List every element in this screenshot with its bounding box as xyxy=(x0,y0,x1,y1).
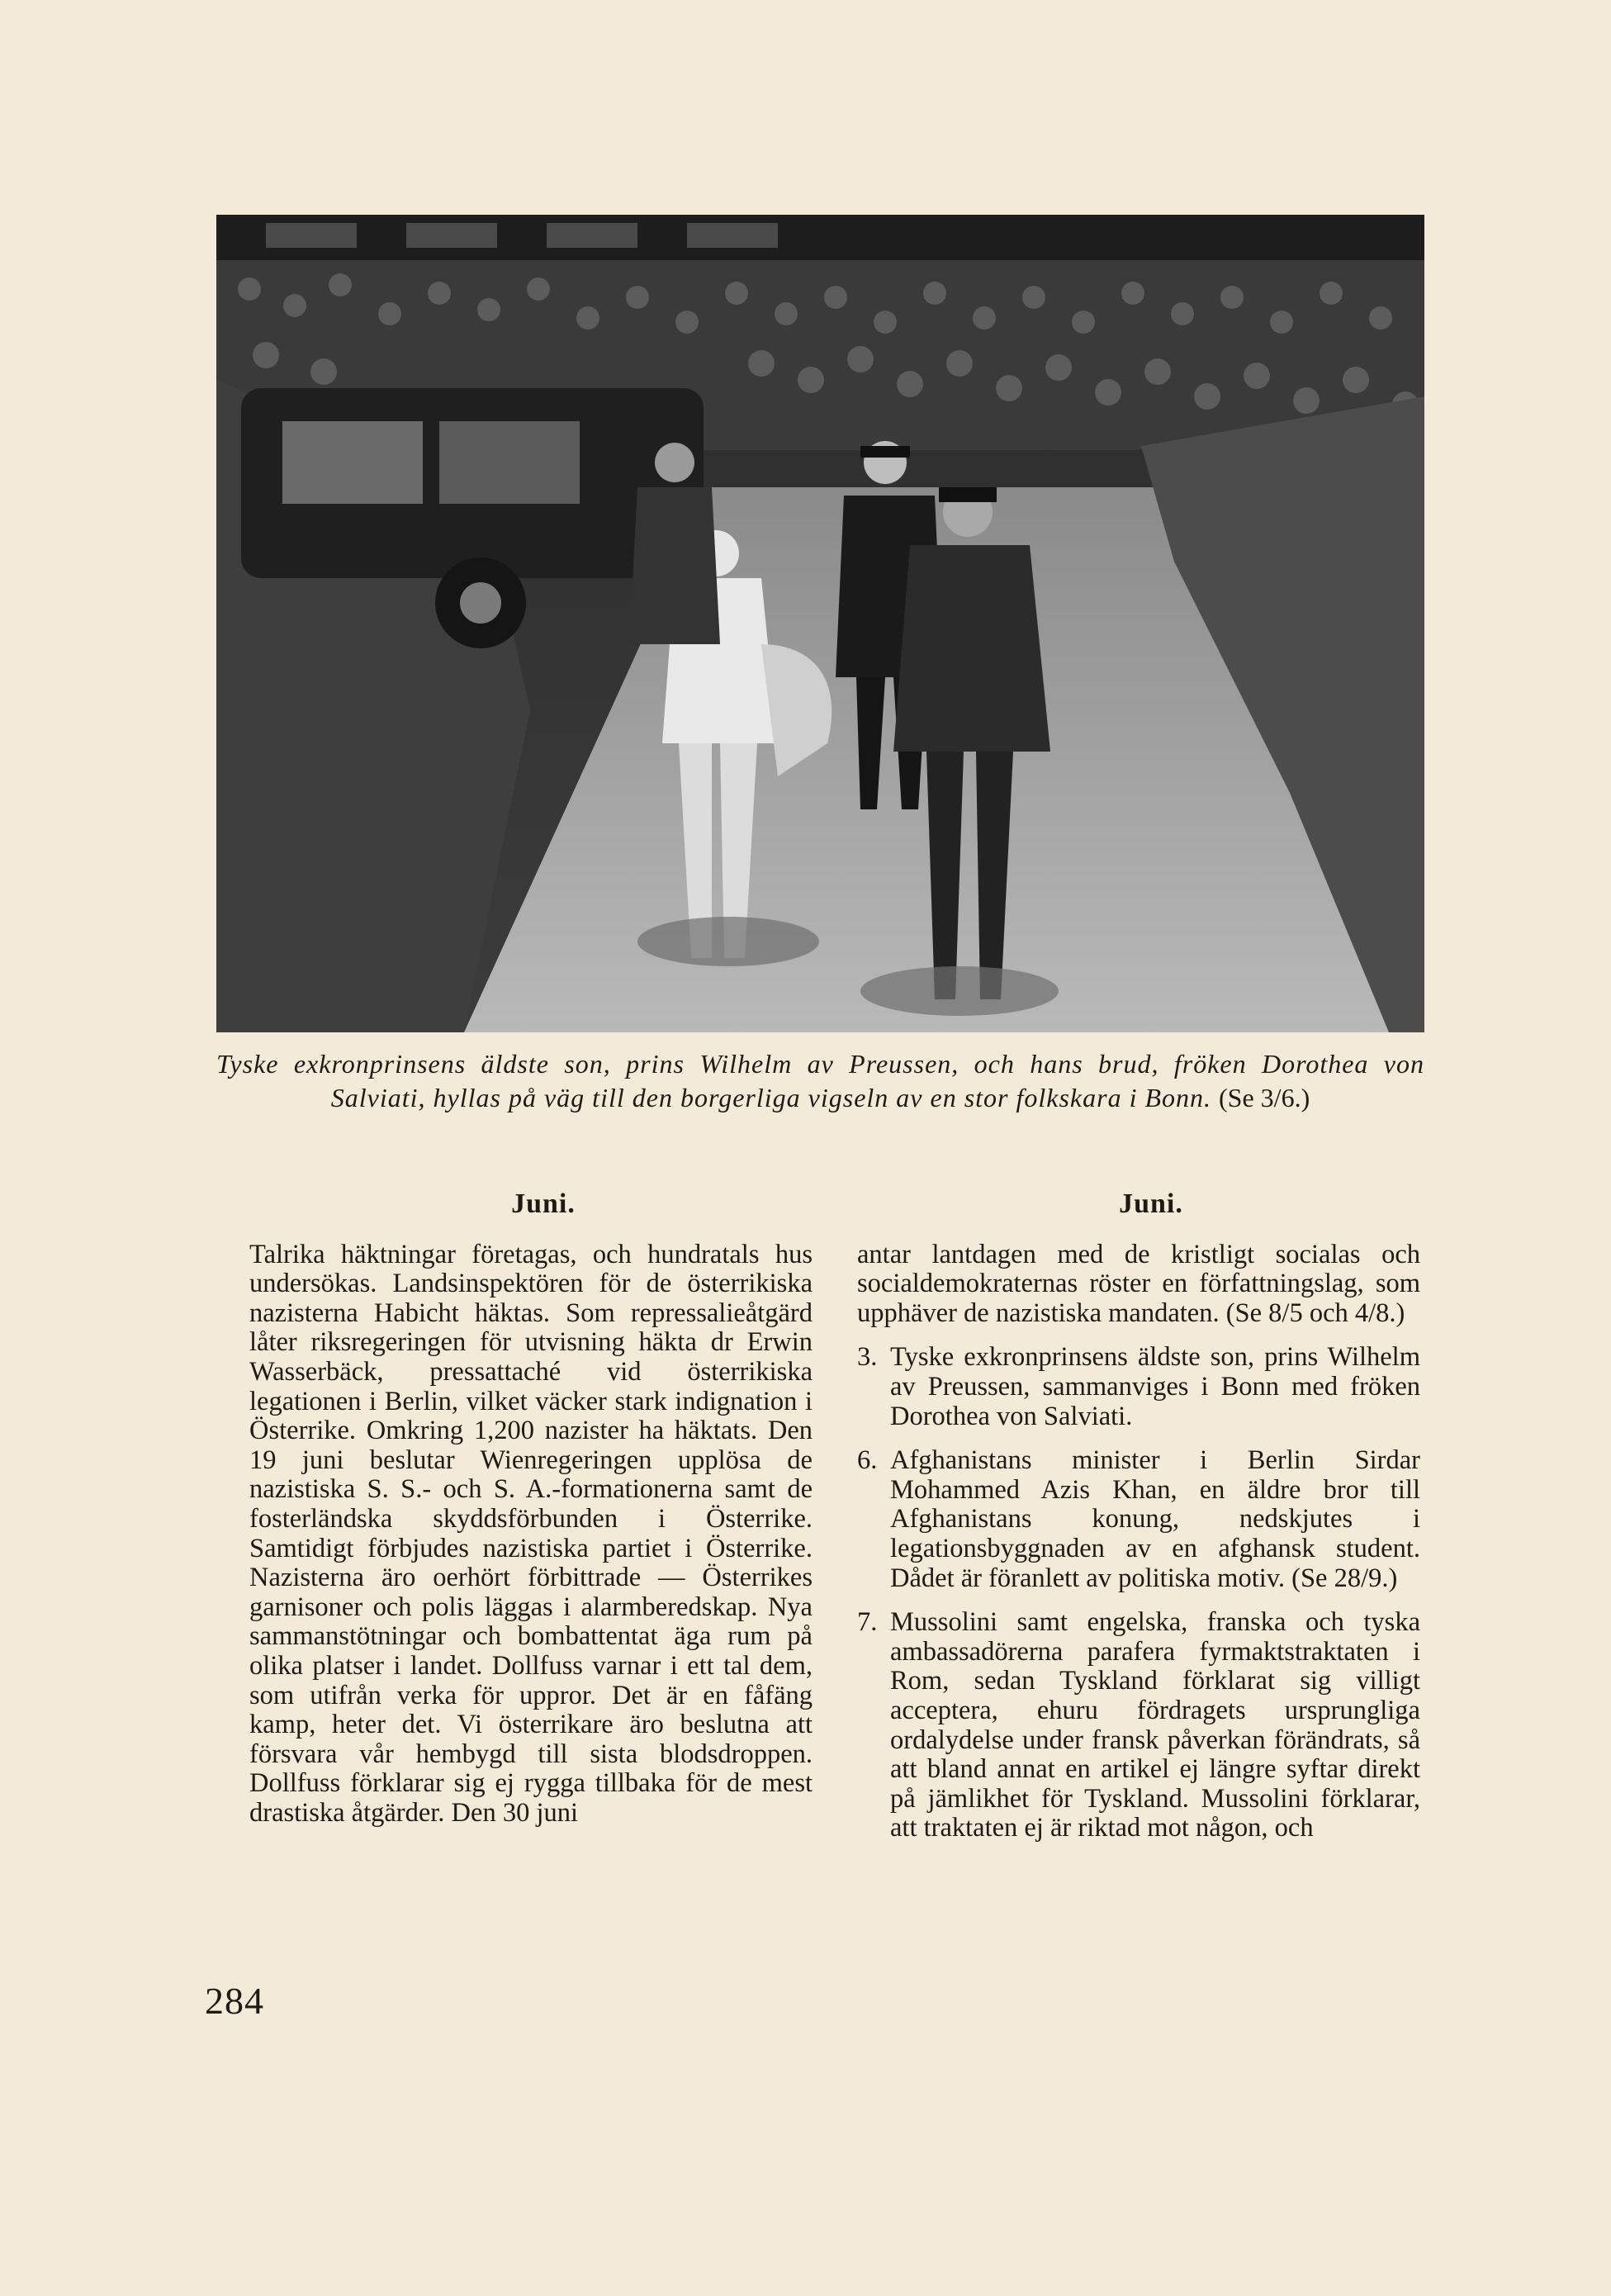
entry-7 xyxy=(857,1608,1420,1843)
right-column-intro: antar lantdagen med de kristligt socialas och socialdemokraternas röster en författningslag, som upphäver de nazistiska mandaten. (Se 8/5 och 4/8.) xyxy=(857,1239,1420,1328)
left-column-heading: Juni. xyxy=(511,1188,576,1219)
entry-number: 6. xyxy=(857,1445,878,1476)
photo-caption xyxy=(216,1047,1424,1115)
entry-number: 3. xyxy=(857,1342,878,1373)
entry-text: Afghanistans minister i Berlin Sirdar Mohammed Azis Khan, en äldre bror till Afghanistans konung, nedskjutes i legationsbyggnaden av en afghansk student. Dådet är föranlett av politiska motiv. (Se 28/9.) xyxy=(890,1445,1420,1593)
entry-6 xyxy=(857,1446,1420,1593)
right-column xyxy=(857,1189,1420,1843)
entry-number: 7. xyxy=(857,1607,878,1638)
entry-text: Mussolini samt engelska, franska och tyska ambassadörerna parafera fyrmaktstraktaten i Rom, sedan Tyskland förklarat sig villigt acceptera, ehuru fördragets ursprungliga ordalydelse under fransk påverkan förändrats, så att bland annat en artikel ej längre syftar direkt på jämlikhet för Tyskland. Mussolini förklarar, att traktaten ej är riktad mot någon, och xyxy=(890,1607,1420,1843)
crowd-photo xyxy=(216,215,1424,1032)
page-number: 284 xyxy=(205,1980,264,2022)
crowd-photo-icon xyxy=(216,215,1424,1032)
entry-text: Tyske exkronprinsens äldste son, prins Wilhelm av Preussen, sammanviges i Bonn med fröken Dorothea von Salviati. xyxy=(890,1342,1420,1431)
left-column-paragraph: Talrika häktningar företagas, och hundratals hus undersökas. Landsinspektören för de österrikiska nazisterna Habicht häktas. Som repressalieåtgärd låter riksregeringen för utvisning häkta dr Erwin Wasserbäck, pressattaché vid österrikiska legationen i Berlin, vilket väcker stark indignation i Österrike. Omkring 1,200 nazister ha häktats. Den 19 juni beslutar Wienregeringen upplösa de nazistiska S. S.- och S. A.-formationerna samt de fosterländska skyddsförbunden i Österrike. Samtidigt förbjudes nazistiska partiet i Österrike. Nazisterna äro oerhört förbittrade — Österrikes garnisoner och polis läggas i alarmberedskap. Nya sammanstötningar och bombattentat äga rum på olika platser i landet. Dollfuss varnar i ett tal dem, som utifrån verka för uppror. Det är en fåfäng kamp, heter det. Vi österrikare äro beslutna att försvara vår hembygd till sista blodsdroppen. Dollfuss förklarar sig ej rygga tillbaka för de mest drastiska åtgärder. Den 30 juni xyxy=(249,1239,813,1828)
caption-text: Tyske exkronprinsens äldste son, prins Wilhelm av Preussen, och hans brud, fröken Dorothea von Salviati, hyllas på väg till den borgerliga vigseln av en stor folkskara i Bonn. xyxy=(216,1049,1424,1112)
left-column xyxy=(249,1189,813,1828)
right-column-heading: Juni. xyxy=(1119,1188,1183,1219)
caption-reference: (Se 3/6.) xyxy=(1219,1083,1310,1112)
entry-3 xyxy=(857,1343,1420,1431)
